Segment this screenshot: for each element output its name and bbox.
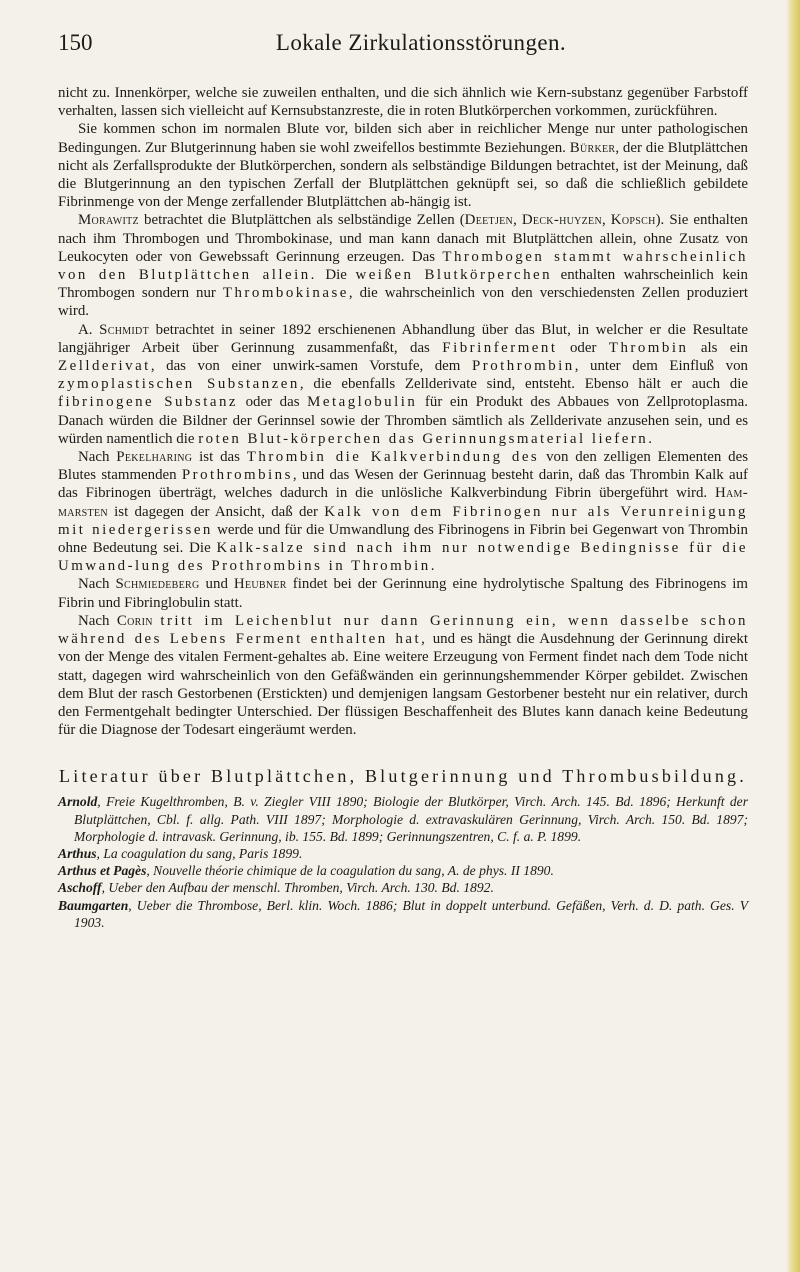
emphasized-text: Thrombogen stammt wahrscheinlich von den Blutplättchen allein. <box>58 248 748 284</box>
paragraph <box>58 612 748 739</box>
author-name: Kopsch <box>610 212 656 229</box>
text-run: , die wahrscheinlich von den verschiedensten Zellen produziert wird. <box>58 285 748 320</box>
author-name: Deetjen <box>464 212 514 229</box>
body-text <box>58 84 748 739</box>
page-number: 150 <box>58 30 93 55</box>
emphasized-text: Fibrinferment <box>442 339 558 356</box>
emphasized-text: zymoplastischen Substanzen <box>58 376 300 393</box>
paragraph <box>58 84 748 120</box>
literature-author: Arthus et Pagès <box>58 863 147 879</box>
author-name: Schmiedeberg <box>115 576 200 593</box>
emphasized-text: roten Blut-körperchen das Gerinnungsmaterial liefern. <box>198 430 655 447</box>
literature-entry <box>58 897 748 931</box>
literature-author: Baumgarten <box>58 897 129 913</box>
literature-entry <box>58 793 748 845</box>
text-run: Nach <box>78 612 117 629</box>
text-run: von den zelligen Elementen des Blutes stammenden <box>58 449 748 484</box>
emphasized-text: Prothrombin <box>471 358 575 375</box>
emphasized-text: Metaglobulin <box>307 394 418 411</box>
literature-list <box>58 793 748 931</box>
paragraph <box>58 321 748 448</box>
text-run: findet bei der Gerinnung eine hydrolytische Spaltung des Fibrinogens im Fibrin und Fibringlobulin statt. <box>58 576 749 611</box>
literature-entry <box>58 862 748 879</box>
emphasized-text: Thrombin die Kalkverbindung des <box>246 449 540 466</box>
text-run: nicht zu. Innenkörper, welche sie zuweilen enthalten, und die sich ähnlich wie Kern-substanz gegenüber Farbstoff verhalten, lassen sich vielleicht auf Kernsubstanzreste, die in roten Blutkörperchen vorkommen, zurückführen. <box>58 85 748 120</box>
literature-citation: , Ueber die Thrombose, Berl. klin. Woch. 1886; Blut in doppelt unterbund. Gefäßen, Verh. d. D. path. Ges. V 1903. <box>74 897 748 930</box>
literature-citation: , Freie Kugelthromben, B. v. Ziegler VIII 1890; Biologie der Blutkörper, Virch. Arch. 145. Bd. 1896; Herkunft der Blutplättchen, Cbl. f. allg. Path. VIII 1897; Morphologie d. extravaskulären Gerinnung, Virch. Arch. 150. Bd. 1897; Morphologie d. intravask. Gerinnung, ib. 155. Bd. 1899; Gerinnungszentren, C. f. a. P. 1899. <box>74 794 748 844</box>
paragraph <box>58 575 748 611</box>
emphasized-text: fibrinogene Substanz <box>58 394 238 411</box>
literature-author: Aschoff <box>58 880 102 896</box>
emphasized-text: Prothrombins <box>181 467 293 484</box>
text-run: oder das <box>238 394 308 411</box>
emphasized-text: weißen Blutkörperchen <box>355 267 553 284</box>
literature-citation: , La coagulation du sang, Paris 1899. <box>96 845 303 861</box>
author-name: Heubner <box>233 576 287 593</box>
text-run: ist das <box>192 449 247 466</box>
text-run: A. <box>78 321 100 338</box>
text-run: , <box>513 212 522 229</box>
literature-entry <box>58 879 748 896</box>
text-run: Sie kommen schon im normalen Blute vor, bilden sich aber in reichlicher Menge nur unter pathologischen Bedingungen. Zur Blutgerinnung haben sie wohl zweifellos bestimmte Beziehungen. <box>58 121 748 156</box>
text-run: , die ebenfalls Zellderivate sind, entsteht. Ebenso hält er auch die <box>299 376 749 393</box>
text-run: als ein <box>688 339 748 356</box>
text-run: werde und für die Umwandlung des Fibrinogens in Fibrin bei Gegenwart von Thrombin ohne Bedeutung sei. Die <box>58 521 748 557</box>
text-run: Nach <box>78 449 117 466</box>
literature-author: Arnold <box>58 794 98 810</box>
text-run: ). Sie enthalten nach ihm Thrombogen und Thrombokinase, und man kann danach mit Blutplättchen allein, ohne Zusatz von Leukocyten oder von Gewebssaft Gerinnung erzeugen. Das <box>58 212 749 265</box>
author-name: Corin <box>116 612 153 629</box>
author-name: Bürker <box>569 139 616 156</box>
author-name: Morawitz <box>78 212 139 229</box>
paragraph <box>58 448 748 575</box>
page-edge <box>786 0 800 1272</box>
paragraph <box>58 120 748 211</box>
text-run: oder <box>557 339 609 356</box>
author-name: Ham-marsten <box>58 485 748 520</box>
text-run: betrachtet in seiner 1892 erschienenen Abhandlung über das Blut, in welcher er die Resultate langjähriger Arbeit über Gerinnung zusammenfaßt, das <box>58 321 748 356</box>
text-run: , das von einer unwirk-samen Vorstufe, dem <box>150 358 472 375</box>
text-run: ist dagegen der Ansicht, daß der <box>107 503 325 520</box>
literature-heading: Literatur über Blutplättchen, Blutgerinnung und Thrombusbildung. <box>59 766 747 787</box>
paragraph <box>58 211 748 320</box>
emphasized-text: tritt im Leichenblut nur dann Gerinnung ein, wenn dasselbe schon während des Lebens Ferment enthalten hat, <box>58 612 748 648</box>
author-name: Schmidt <box>99 321 149 338</box>
emphasized-text: Thrombin <box>608 339 689 356</box>
text-run: Nach <box>78 576 116 593</box>
text-run: und <box>199 576 234 593</box>
text-run: und es hängt die Ausdehnung der Gerinnung direkt von der Menge des vitalen Ferment-gehaltes ab. Eine weitere Erzeugung von Ferment findet nach dem Tode nicht statt, dagegen wird wahrscheinlich von den Gefäßwänden ein gerinnungshemmender Körper gebildet. Zwischen dem Blut der rasch Gestorbenen (Erstickten) und demjenigen langsam Gestorbener besteht nur ein relativer, durch den Fermentgehalt bedingter Unterschied. Der flüssigen Beschaffenheit des Blutes kann danach keine Bedeutung für die Diagnose der Todesart eingeräumt werden. <box>58 631 748 739</box>
emphasized-text: Zellderivat <box>58 358 151 375</box>
text-run: , der die Blutplättchen nicht als Zerfallsprodukte der Blutkörperchen, sondern als selbständige Bildungen betrachtet, ist der Meinung, daß die Blutgerinnung an den typischen Zerfall der Blutplättchen geknüpft sei, so daß die schließlich gebildete Fibrinmenge von der Menge zerfallender Blutplättchen ab-hängig ist. <box>58 139 748 211</box>
literature-citation: , Ueber den Aufbau der menschl. Thromben, Virch. Arch. 130. Bd. 1892. <box>101 880 494 896</box>
emphasized-text: Kalk-salze sind nach ihm nur notwendige Bedingnisse für die Umwand-lung des Prothrombins in Thrombin. <box>58 540 748 575</box>
text-run: für ein Produkt des Abbaues von Zellprotoplasma. Danach würden die Bildner der Gerinnsel sowie der Thromben sämtlich als Zellderivate anzusehen sein, und es würden namentlich die <box>58 394 748 447</box>
literature-citation: , Nouvelle théorie chimique de la coagulation du sang, A. de phys. II 1890. <box>146 863 554 879</box>
text-run: betrachtet die Blutplättchen als selbständige Zellen ( <box>138 212 465 229</box>
running-title: Lokale Zirkulationsstörungen. <box>275 30 566 55</box>
literature-author: Arthus <box>58 845 97 861</box>
text-run: , und das Wesen der Gerinnuag besteht darin, daß das Thrombin Kalk auf das Fibrinogen überträgt, welches dadurch in die unlösliche Kalkverbindung Fibrin übergeführt wird. <box>58 467 748 502</box>
text-run: enthalten wahrscheinlich kein Thrombogen sondern nur <box>58 267 748 302</box>
book-page <box>58 30 748 931</box>
emphasized-text: Thrombokinase <box>222 285 349 302</box>
emphasized-text: Kalk von dem Fibrinogen nur als Verunreinigung mit niedergerissen <box>58 503 748 538</box>
literature-entry <box>58 845 748 862</box>
page-header <box>58 30 748 64</box>
author-name: Pekelharing <box>116 449 193 466</box>
text-run: , <box>602 212 611 229</box>
text-run: Die <box>316 267 356 284</box>
author-name: Deck-huyzen <box>521 212 602 229</box>
text-run: , unter dem Einfluß von <box>574 358 748 375</box>
